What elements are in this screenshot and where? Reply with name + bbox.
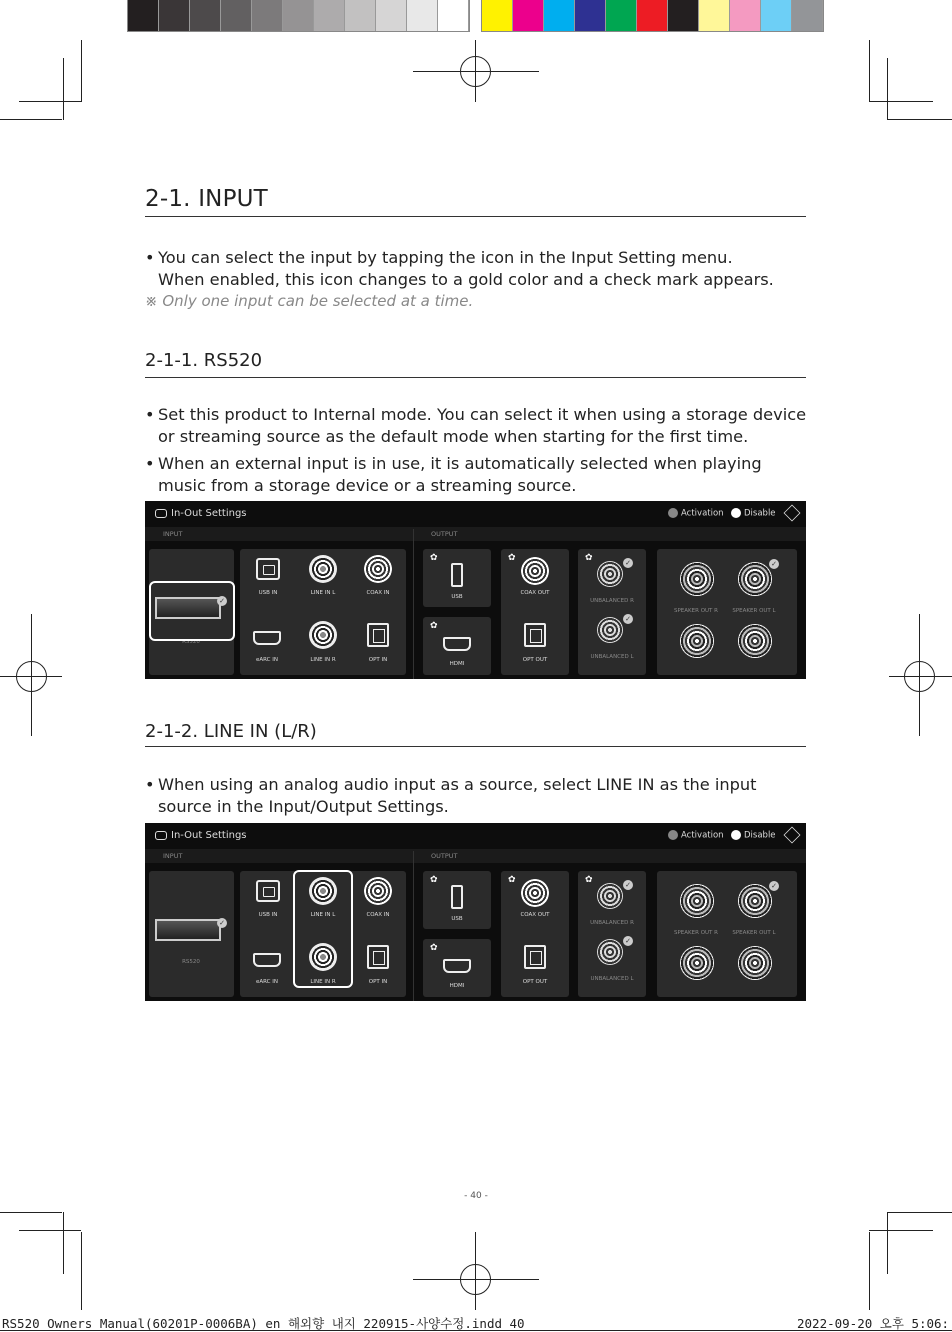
section-divider	[413, 529, 414, 679]
usb-out-icon	[451, 885, 463, 909]
line-in-l-label: LINE IN L	[310, 590, 336, 596]
subsection-heading-rs520: 2-1-1. RS520	[145, 350, 263, 371]
disable-label: Disable	[744, 508, 776, 519]
in-out-settings-screenshot-rs520	[145, 501, 806, 679]
highlight-rs520	[149, 581, 235, 641]
bullet: •	[145, 405, 155, 424]
subheading-rule	[145, 377, 806, 378]
panel-title-text: In-Out Settings	[171, 830, 247, 841]
opt-out-label: OPT OUT	[522, 657, 548, 663]
speaker-out-l-minus-icon[interactable]	[738, 624, 772, 658]
coax-out-icon[interactable]	[521, 879, 549, 907]
page-number: - 40 -	[464, 1191, 488, 1201]
hdmi-out-label: HDMI	[449, 661, 465, 667]
gear-icon[interactable]: ✿	[585, 875, 593, 885]
subheading-rule	[145, 746, 806, 747]
color-swatch	[792, 0, 823, 31]
grayscale-color-bar	[127, 0, 470, 32]
speaker-out-r-label: SPEAKER OUT R	[674, 930, 718, 936]
speaker-out-r-minus-icon[interactable]	[680, 624, 714, 658]
usb-in-label: USB IN	[258, 590, 278, 596]
note-text: ※ Only one input can be selected at a time.	[145, 292, 474, 310]
disable-dot-icon	[731, 508, 741, 518]
activation-dot-icon	[668, 830, 678, 840]
rs520-bullet-1	[145, 404, 815, 447]
input-section-label: INPUT	[163, 530, 183, 538]
speaker-out-r-plus-icon[interactable]	[680, 562, 714, 596]
line-in-l-label: LINE IN L	[310, 912, 336, 918]
hdmi-out-label: HDMI	[449, 983, 465, 989]
gear-icon[interactable]: ✿	[508, 553, 516, 563]
unbalanced-l-icon[interactable]	[597, 617, 623, 643]
coax-out-icon[interactable]	[521, 557, 549, 585]
color-swatch	[575, 0, 606, 31]
color-swatch	[252, 0, 283, 31]
in-out-settings-screenshot-line-in	[145, 823, 806, 1001]
usb-in-icon[interactable]	[256, 880, 280, 902]
activation-dot-icon	[668, 508, 678, 518]
panel-title	[155, 830, 247, 841]
panel-title	[155, 508, 247, 519]
intro-line-1: You can select the input by tapping the icon in the Input Setting menu.	[158, 248, 733, 267]
color-swatch	[283, 0, 314, 31]
hdmi-out-icon	[443, 959, 471, 973]
unbalanced-l-label: UNBALANCED L	[590, 976, 634, 982]
earc-in-label: eARC IN	[255, 657, 279, 663]
bullet: •	[145, 775, 155, 794]
unbalanced-l-icon[interactable]	[597, 939, 623, 965]
line-in-r-label: LINE IN R	[310, 979, 336, 985]
line-in-r-icon[interactable]	[309, 621, 337, 649]
coax-out-label: COAX OUT	[520, 912, 550, 918]
unbalanced-r-label: UNBALANCED R	[590, 598, 634, 604]
rs520-b1-line2: or streaming source as the default mode when starting for the first time.	[158, 426, 749, 446]
color-swatch	[637, 0, 668, 31]
intro-line-2: When enabled, this icon changes to a gold color and a check mark appears.	[158, 269, 774, 289]
color-swatch	[221, 0, 252, 31]
color-swatch	[699, 0, 730, 31]
gear-icon[interactable]: ✿	[430, 875, 438, 885]
unbalanced-r-icon[interactable]	[597, 561, 623, 587]
check-icon: ✓	[623, 614, 633, 624]
color-swatch	[345, 0, 376, 31]
legend-disable	[731, 508, 776, 519]
section-heading: 2-1. INPUT	[145, 186, 268, 212]
output-section-label: OUTPUT	[431, 852, 458, 860]
speaker-out-r-label: SPEAKER OUT R	[674, 608, 718, 614]
activation-label: Activation	[681, 830, 724, 841]
line-in-l-icon[interactable]	[309, 555, 337, 583]
coax-in-icon[interactable]	[364, 877, 392, 905]
rs520-b2-line2: music from a storage device or a streaming source.	[158, 475, 577, 495]
speaker-out-l-minus-icon[interactable]	[738, 946, 772, 980]
line-in-b1-line2: source in the Input/Output Settings.	[158, 796, 449, 816]
opt-in-icon[interactable]	[367, 623, 389, 647]
opt-in-label: OPT IN	[368, 979, 388, 985]
earc-in-label: eARC IN	[255, 979, 279, 985]
color-swatch	[482, 0, 513, 31]
usb-out-icon	[451, 563, 463, 587]
coax-out-label: COAX OUT	[520, 590, 550, 596]
usb-in-label: USB IN	[258, 912, 278, 918]
check-icon: ✓	[769, 559, 779, 569]
line-in-r-label: LINE IN R	[310, 657, 336, 663]
legend-activation	[668, 508, 724, 519]
opt-out-icon[interactable]	[524, 623, 546, 647]
section-strip	[145, 527, 806, 541]
speaker-out-r-plus-icon[interactable]	[680, 884, 714, 918]
footer-datetime: 2022-09-20 오후 5:06:	[797, 1316, 950, 1331]
check-icon: ✓	[623, 936, 633, 946]
unbalanced-l-label: UNBALANCED L	[590, 654, 634, 660]
disable-label: Disable	[744, 830, 776, 841]
panel-title-text: In-Out Settings	[171, 508, 247, 519]
hdmi-out-icon	[443, 637, 471, 651]
speaker-out-l-plus-icon[interactable]	[738, 562, 772, 596]
coax-in-icon[interactable]	[364, 555, 392, 583]
speaker-out-l-plus-icon[interactable]	[738, 884, 772, 918]
opt-out-label: OPT OUT	[522, 979, 548, 985]
rs520-b1-line1: Set this product to Internal mode. You can select it when using a storage device	[158, 405, 807, 424]
speaker-out-l-label: SPEAKER OUT L	[732, 930, 776, 936]
usb-out-label: USB	[451, 916, 463, 922]
highlight-line-in	[293, 870, 353, 988]
subsection-heading-line-in: 2-1-2. LINE IN (L/R)	[145, 721, 317, 742]
usb-in-icon[interactable]	[256, 558, 280, 580]
bullet: •	[145, 454, 155, 473]
check-icon: ✓	[623, 558, 633, 568]
color-swatch	[376, 0, 407, 31]
legend-activation	[668, 830, 724, 841]
opt-in-icon[interactable]	[367, 945, 389, 969]
check-icon: ✓	[217, 918, 227, 928]
speaker-out-r-minus-icon[interactable]	[680, 946, 714, 980]
gear-icon[interactable]: ✿	[430, 553, 438, 563]
earc-in-icon[interactable]	[253, 953, 281, 967]
earc-in-icon[interactable]	[253, 631, 281, 645]
coax-in-label: COAX IN	[366, 912, 390, 918]
rs520-label: RS520	[182, 639, 200, 645]
input-section-label: INPUT	[163, 852, 183, 860]
legend-disable	[731, 830, 776, 841]
check-icon: ✓	[217, 596, 227, 606]
line-in-b1-line1: When using an analog audio input as a source, select LINE IN as the input	[158, 775, 757, 794]
brand-logo-icon	[784, 827, 801, 844]
process-color-bar	[481, 0, 824, 32]
section-divider	[413, 851, 414, 1001]
color-swatch	[761, 0, 792, 31]
check-icon: ✓	[769, 881, 779, 891]
section-strip	[145, 849, 806, 863]
color-swatch	[159, 0, 190, 31]
rs520-b2-line1: When an external input is in use, it is automatically selected when playing	[158, 454, 762, 473]
gear-icon[interactable]: ✿	[430, 943, 438, 953]
footer-filename: RS520_Owners Manual(60201P-0006BA)_en_해외향_내지_220915-사양수정.indd 40	[2, 1316, 525, 1331]
in-out-icon	[155, 509, 167, 518]
color-swatch	[730, 0, 761, 31]
rs520-bullet-2	[145, 453, 815, 496]
unbalanced-r-icon[interactable]	[597, 883, 623, 909]
color-swatch	[128, 0, 159, 31]
color-swatch	[407, 0, 438, 31]
color-swatch	[314, 0, 345, 31]
rs520-label: RS520	[182, 959, 200, 965]
speaker-out-l-label: SPEAKER OUT L	[732, 608, 776, 614]
color-swatch	[438, 0, 469, 31]
activation-label: Activation	[681, 508, 724, 519]
unbalanced-r-label: UNBALANCED R	[590, 920, 634, 926]
check-icon: ✓	[623, 880, 633, 890]
color-swatch	[513, 0, 544, 31]
rs520-device-icon	[155, 919, 221, 941]
color-swatch	[544, 0, 575, 31]
in-out-icon	[155, 831, 167, 840]
color-swatch	[190, 0, 221, 31]
bullet: •	[145, 248, 155, 267]
opt-in-label: OPT IN	[368, 657, 388, 663]
line-in-bullet-1	[145, 774, 815, 817]
color-swatch	[606, 0, 637, 31]
coax-in-label: COAX IN	[366, 590, 390, 596]
opt-out-icon[interactable]	[524, 945, 546, 969]
color-swatch	[668, 0, 699, 31]
output-section-label: OUTPUT	[431, 530, 458, 538]
usb-out-label: USB	[451, 594, 463, 600]
brand-logo-icon	[784, 505, 801, 522]
gear-icon[interactable]: ✿	[508, 875, 516, 885]
gear-icon[interactable]: ✿	[430, 621, 438, 631]
disable-dot-icon	[731, 830, 741, 840]
intro-paragraph	[145, 247, 815, 290]
heading-rule	[145, 216, 806, 217]
gear-icon[interactable]: ✿	[585, 553, 593, 563]
